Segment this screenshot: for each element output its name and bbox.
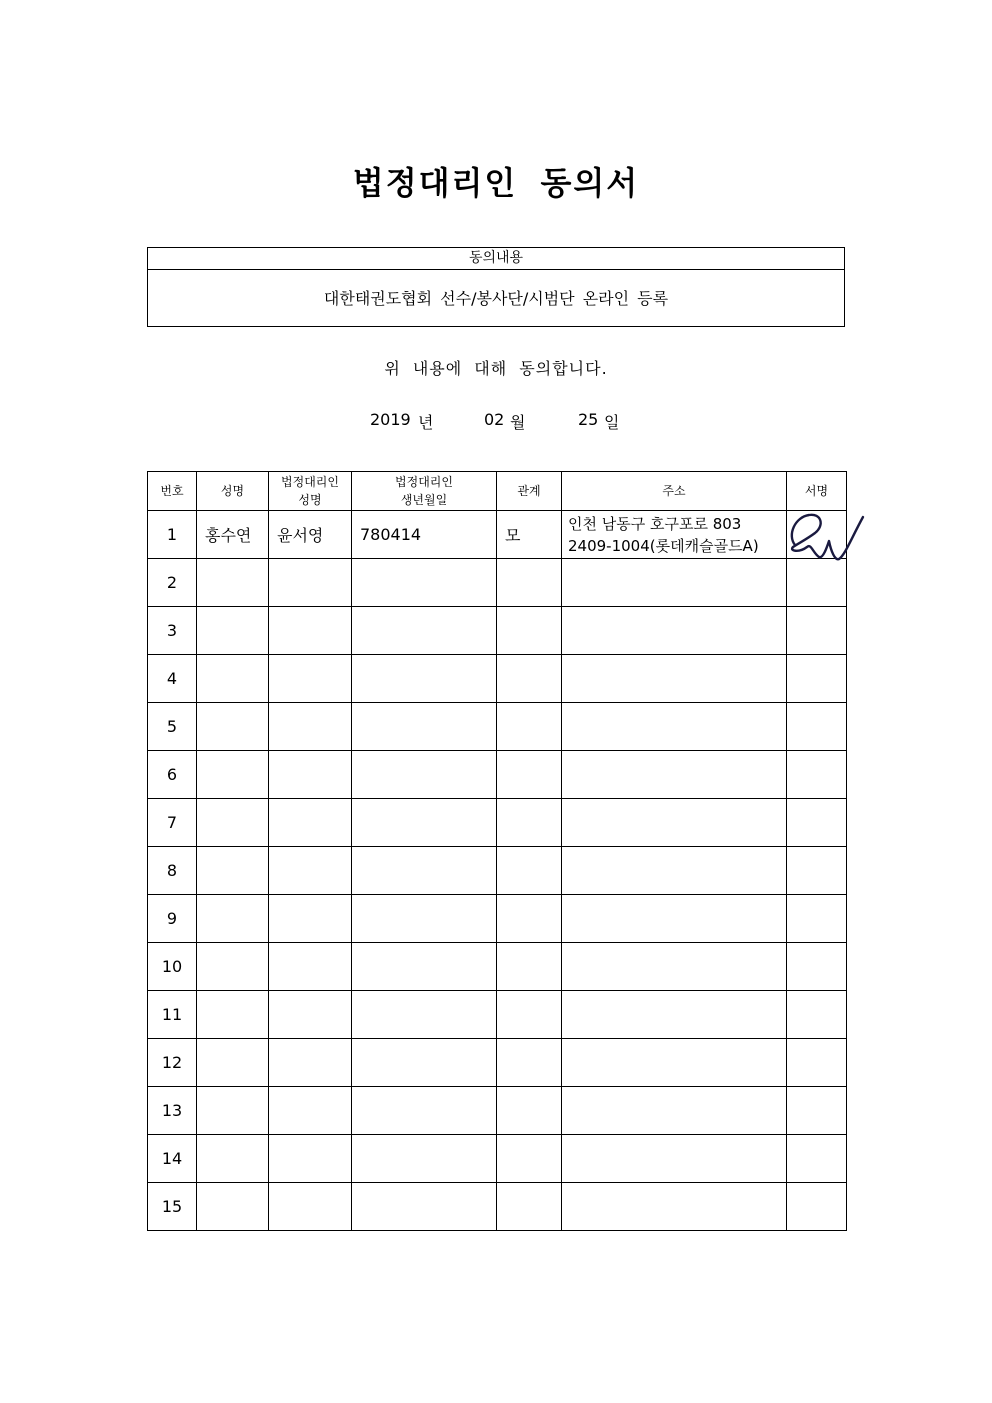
agree-statement: 위 내용에 대해 동의합니다. <box>384 359 608 378</box>
cell-signature <box>787 895 847 943</box>
cell-guardian-birth <box>352 895 497 943</box>
address-line-2: 2409-1004(롯데캐슬골드A) <box>568 536 759 555</box>
cell-name <box>197 607 269 655</box>
cell-name <box>197 1039 269 1087</box>
cell-guardian-name <box>269 1183 352 1231</box>
date-year: 2019 <box>370 410 411 429</box>
cell-relation <box>497 991 562 1039</box>
cell-no: 12 <box>148 1039 197 1087</box>
cell-signature <box>787 847 847 895</box>
cell-relation: 모 <box>497 511 562 559</box>
cell-no: 9 <box>148 895 197 943</box>
cell-guardian-birth <box>352 1183 497 1231</box>
cell-signature <box>787 511 847 559</box>
cell-name <box>197 559 269 607</box>
cell-signature <box>787 1135 847 1183</box>
cell-guardian-name: 윤서영 <box>269 511 352 559</box>
cell-relation <box>497 799 562 847</box>
header-address: 주소 <box>562 472 787 511</box>
header-no: 번호 <box>148 472 197 511</box>
cell-signature <box>787 1039 847 1087</box>
consent-content: 대한태권도협회 선수/봉사단/시범단 온라인 등록 <box>323 289 669 308</box>
table-row <box>148 991 847 1039</box>
cell-no: 8 <box>148 847 197 895</box>
cell-name <box>197 799 269 847</box>
document-title: 법정대리인 동의서 <box>352 164 640 202</box>
cell-address <box>562 991 787 1039</box>
cell-address <box>562 847 787 895</box>
cell-signature <box>787 751 847 799</box>
cell-name <box>197 847 269 895</box>
cell-guardian-name <box>269 703 352 751</box>
cell-guardian-name <box>269 607 352 655</box>
cell-guardian-name <box>269 799 352 847</box>
cell-guardian-name <box>269 1087 352 1135</box>
header-guardian-name-line1: 법정대리인 <box>281 475 339 489</box>
cell-no: 2 <box>148 559 197 607</box>
cell-name <box>197 1135 269 1183</box>
cell-guardian-name <box>269 943 352 991</box>
cell-name <box>197 991 269 1039</box>
cell-relation <box>497 655 562 703</box>
cell-guardian-name <box>269 847 352 895</box>
cell-guardian-birth <box>352 847 497 895</box>
cell-guardian-name <box>269 991 352 1039</box>
table-row <box>148 703 847 751</box>
cell-guardian-name <box>269 559 352 607</box>
cell-name <box>197 703 269 751</box>
cell-relation <box>497 703 562 751</box>
cell-signature <box>787 799 847 847</box>
table-row <box>148 607 847 655</box>
cell-name <box>197 1087 269 1135</box>
cell-address <box>562 1135 787 1183</box>
cell-no: 11 <box>148 991 197 1039</box>
cell-guardian-birth <box>352 1135 497 1183</box>
cell-relation <box>497 559 562 607</box>
cell-address <box>562 751 787 799</box>
cell-address <box>562 895 787 943</box>
cell-guardian-birth: 780414 <box>352 511 497 559</box>
header-guardian-birth-line1: 법정대리인 <box>395 475 453 489</box>
table-row <box>148 895 847 943</box>
cell-no: 14 <box>148 1135 197 1183</box>
cell-guardian-name <box>269 1135 352 1183</box>
cell-address <box>562 799 787 847</box>
cell-signature <box>787 991 847 1039</box>
cell-relation <box>497 1135 562 1183</box>
cell-guardian-birth <box>352 703 497 751</box>
cell-guardian-name <box>269 751 352 799</box>
cell-name: 홍수연 <box>197 511 269 559</box>
cell-guardian-birth <box>352 991 497 1039</box>
cell-name <box>197 895 269 943</box>
table-header-row <box>148 472 847 511</box>
cell-name <box>197 943 269 991</box>
cell-guardian-birth <box>352 607 497 655</box>
header-guardian-name-line2: 성명 <box>298 493 322 507</box>
cell-guardian-birth <box>352 751 497 799</box>
cell-guardian-birth <box>352 1087 497 1135</box>
table-row <box>148 511 847 559</box>
cell-guardian-birth <box>352 655 497 703</box>
cell-relation <box>497 607 562 655</box>
date-day-unit: 일 <box>604 413 620 432</box>
cell-address <box>562 703 787 751</box>
cell-no: 10 <box>148 943 197 991</box>
cell-address <box>562 559 787 607</box>
header-name: 성명 <box>197 472 269 511</box>
cell-no: 1 <box>148 511 197 559</box>
date-day: 25 <box>578 410 599 429</box>
table-row <box>148 1183 847 1231</box>
header-guardian-birth-line2: 생년월일 <box>400 493 448 507</box>
date-month: 02 <box>484 410 505 429</box>
cell-relation <box>497 943 562 991</box>
consent-box <box>147 247 845 327</box>
cell-name <box>197 1183 269 1231</box>
table-row <box>148 799 847 847</box>
table-row <box>148 847 847 895</box>
cell-relation <box>497 751 562 799</box>
cell-no: 13 <box>148 1087 197 1135</box>
cell-no: 6 <box>148 751 197 799</box>
cell-signature <box>787 943 847 991</box>
consent-header: 동의내용 <box>148 248 844 270</box>
cell-relation <box>497 1087 562 1135</box>
cell-signature <box>787 703 847 751</box>
cell-address <box>562 1183 787 1231</box>
cell-signature <box>787 559 847 607</box>
date-year-unit: 년 <box>418 413 434 432</box>
cell-signature <box>787 1087 847 1135</box>
cell-guardian-birth <box>352 559 497 607</box>
cell-signature <box>787 607 847 655</box>
header-signature: 서명 <box>787 472 847 511</box>
header-guardian-name <box>269 472 352 511</box>
cell-address <box>562 1039 787 1087</box>
cell-guardian-name <box>269 655 352 703</box>
cell-no: 5 <box>148 703 197 751</box>
cell-relation <box>497 895 562 943</box>
table-row <box>148 1039 847 1087</box>
cell-guardian-name <box>269 1039 352 1087</box>
cell-guardian-birth <box>352 799 497 847</box>
cell-guardian-name <box>269 895 352 943</box>
table-row <box>148 655 847 703</box>
cell-name <box>197 751 269 799</box>
table-row <box>148 751 847 799</box>
table-row <box>148 1087 847 1135</box>
cell-signature <box>787 655 847 703</box>
cell-no: 3 <box>148 607 197 655</box>
cell-address <box>562 511 787 559</box>
cell-signature <box>787 1183 847 1231</box>
cell-guardian-birth <box>352 1039 497 1087</box>
cell-address <box>562 655 787 703</box>
table-row <box>148 1135 847 1183</box>
cell-name <box>197 655 269 703</box>
cell-no: 4 <box>148 655 197 703</box>
cell-relation <box>497 1183 562 1231</box>
header-guardian-birth <box>352 472 497 511</box>
cell-no: 15 <box>148 1183 197 1231</box>
table-row <box>148 559 847 607</box>
date-month-unit: 월 <box>510 413 526 432</box>
cell-address <box>562 1087 787 1135</box>
header-relation: 관계 <box>497 472 562 511</box>
cell-relation <box>497 1039 562 1087</box>
address-line-1: 인천 남동구 호구포로 803 <box>568 514 742 533</box>
table-row <box>148 943 847 991</box>
cell-no: 7 <box>148 799 197 847</box>
registration-table <box>147 471 847 1231</box>
cell-relation <box>497 847 562 895</box>
cell-address <box>562 607 787 655</box>
cell-guardian-birth <box>352 943 497 991</box>
cell-address <box>562 943 787 991</box>
